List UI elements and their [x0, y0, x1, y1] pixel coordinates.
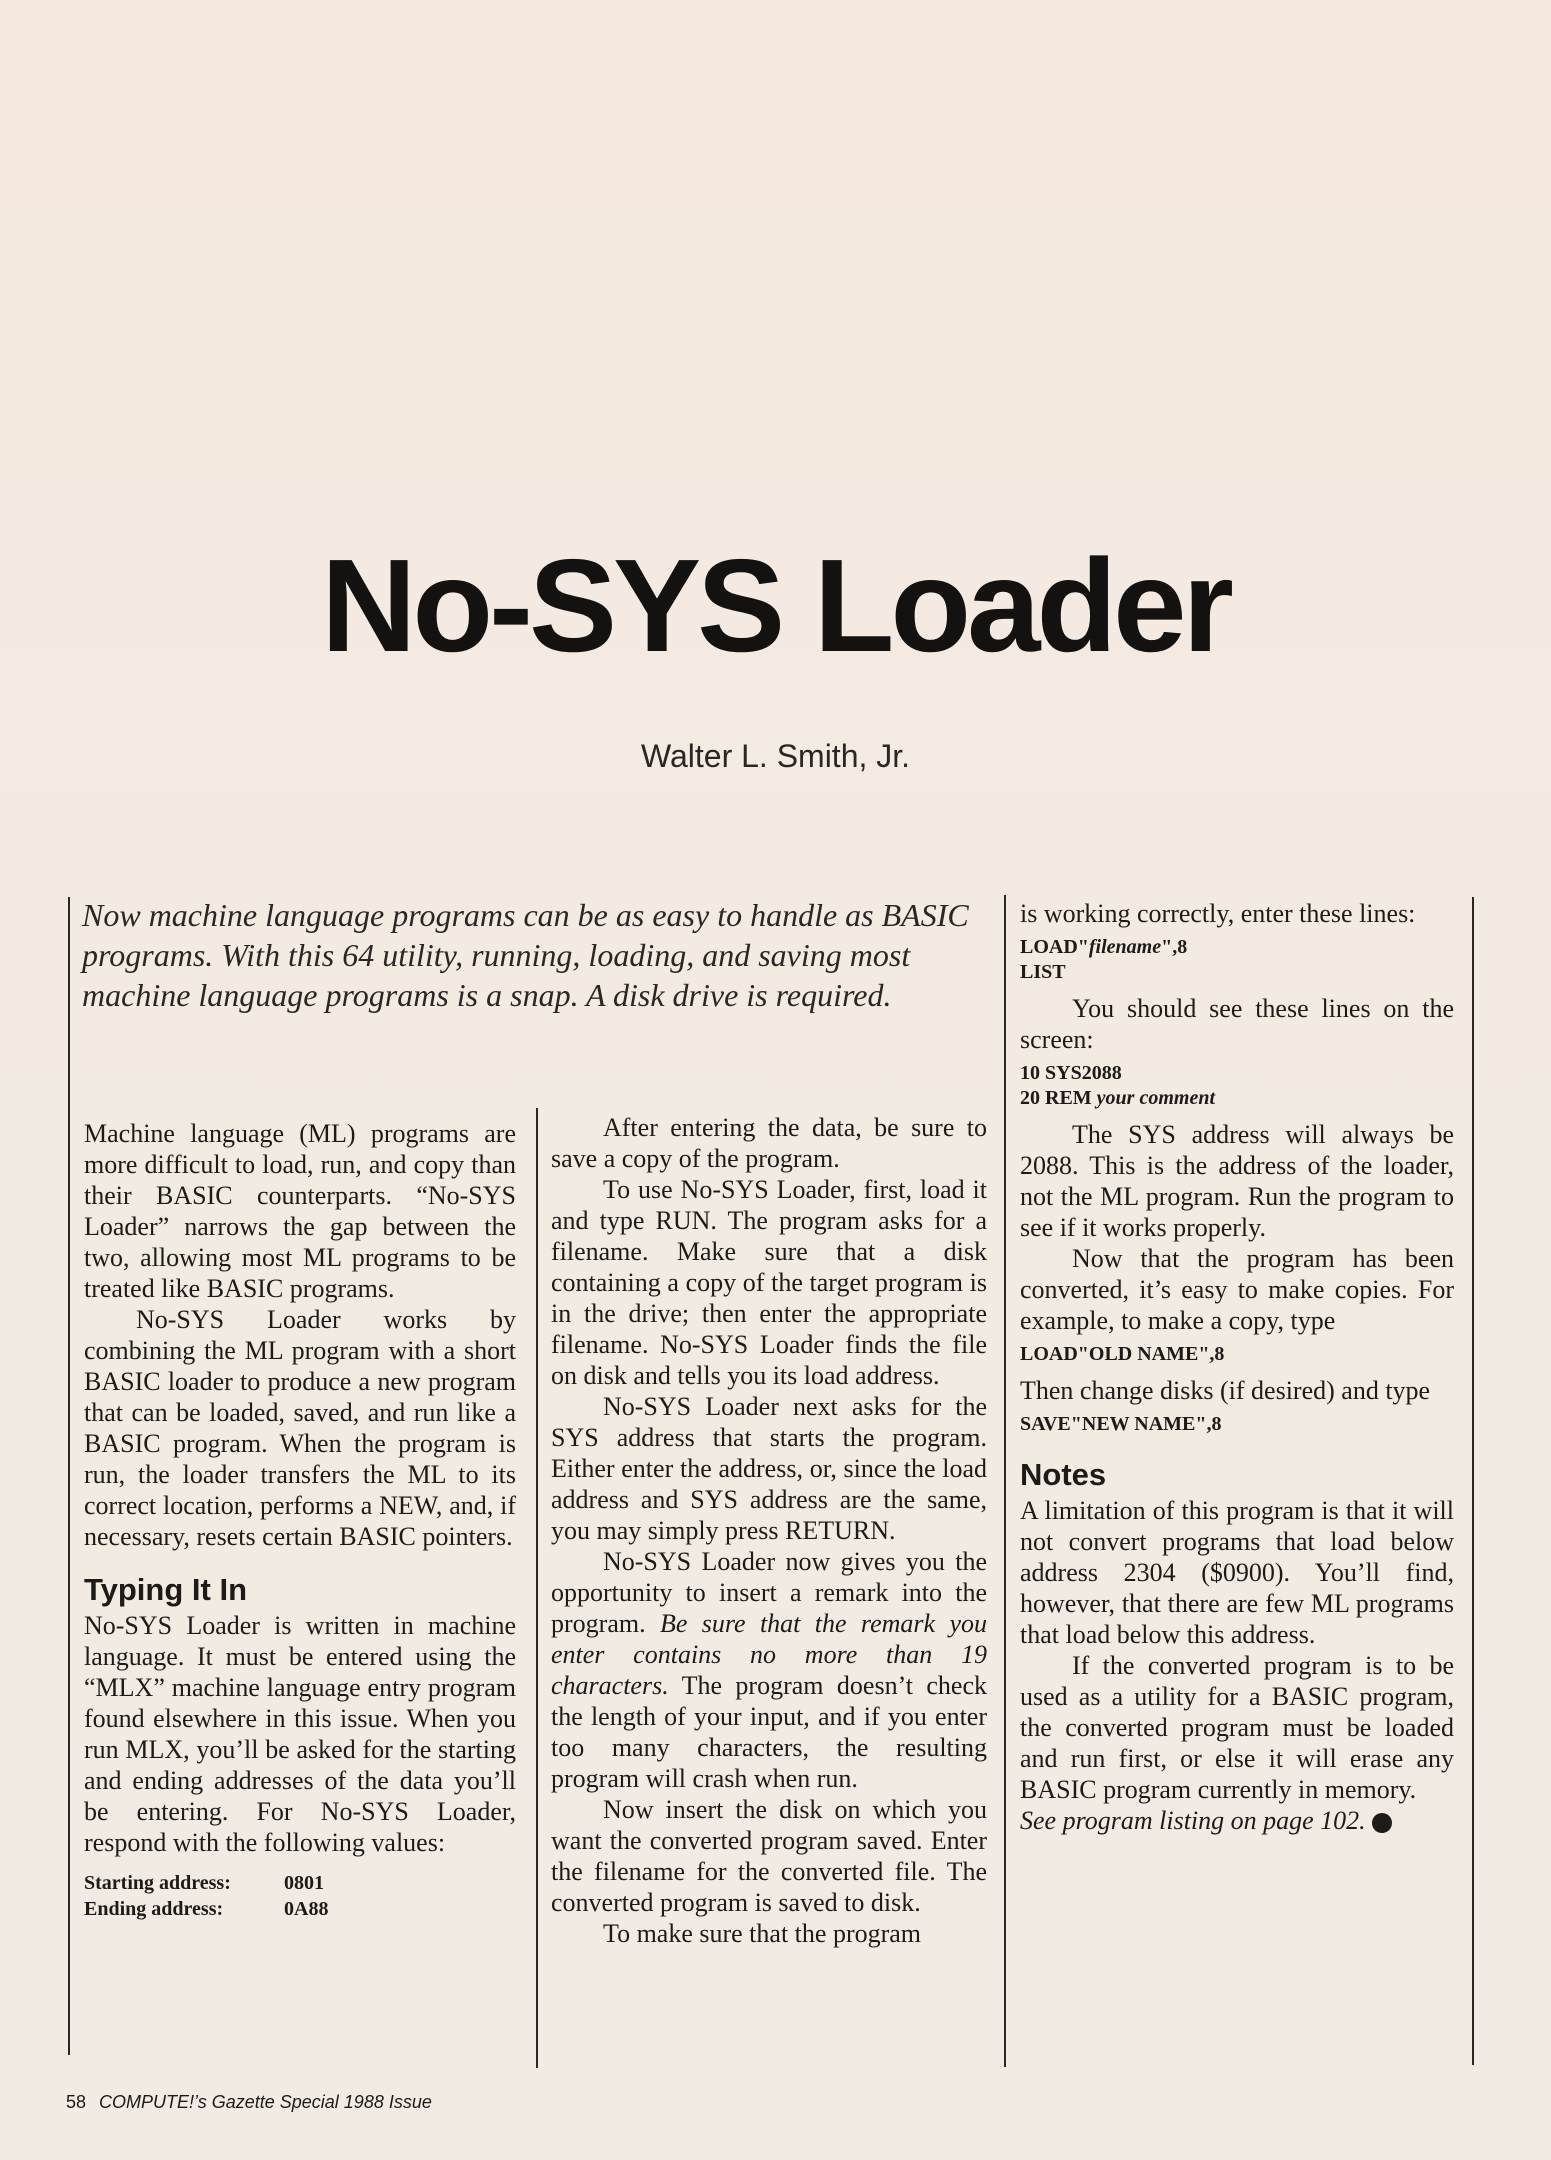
col2-paragraph-5: Now insert the disk on which you want the converted program saved. Enter the filename for the converted file. The converted program is saved to disk.: [551, 1795, 987, 1917]
col2-p4-text-c: The program doesn’t check the length of your input, and if you enter too many characters, the resulting program will crash when run.: [551, 1671, 987, 1793]
col3-paragraph-3: The SYS address will always be 2088. This is the address of the loader, not the ML program. Run the program to see if it works properly.: [1020, 1120, 1454, 1242]
code-filename-italic: filename: [1088, 936, 1162, 958]
publication-name: COMPUTE!’s Gazette Special 1988 Issue: [99, 2092, 432, 2112]
column-2: [551, 1112, 987, 1949]
column-1: [84, 1118, 516, 1922]
program-listing-reference: See program listing on page 102.: [1020, 1806, 1366, 1835]
code-load-suffix: ",8: [1161, 936, 1188, 958]
starting-address-value: 0801: [284, 1872, 324, 1894]
heading-typing-it-in: Typing It In: [84, 1572, 248, 1607]
code-rem-italic: your comment: [1096, 1087, 1216, 1109]
code-line-save-new-name: SAVE"NEW NAME",8: [1020, 1413, 1222, 1435]
col3-paragraph-5: Then change disks (if desired) and type: [1020, 1376, 1431, 1405]
code-line-rem: [1020, 1086, 1454, 1111]
col3-paragraph-6: A limitation of this program is that it will not convert programs that load below address 2304 ($0900). You’ll find, however, that there are few ML programs that load below this address.: [1020, 1496, 1454, 1649]
col3-paragraph-8: [1020, 1805, 1454, 1836]
col2-paragraph-3: No-SYS Loader next asks for the SYS address that starts the program. Either enter the address, or, since the load address and SYS address are the same, you may simply press RETURN.: [551, 1392, 987, 1545]
ending-address-row: [84, 1896, 516, 1922]
starting-address-label: Starting address:: [84, 1872, 231, 1894]
col2-paragraph-6: To make sure that the program: [603, 1919, 922, 1948]
column-rule-left: [68, 897, 70, 2055]
col2-paragraph-2: To use No-SYS Loader, first, load it and type RUN. The program asks for a filename. Make sure that a disk containing a copy of the target program is in the drive; then enter the appropriate filename. No-SYS Loader finds the file on disk and tells you its load address.: [551, 1175, 987, 1390]
column-rule-center: [536, 1108, 538, 2068]
article-deck: Now machine language programs can be as easy to handle as BASIC programs. With this 64 utility, running, loading, and saving most machine language programs is a snap. A disk drive is required.: [82, 897, 969, 1013]
col3-paragraph-1: is working correctly, enter these lines:: [1020, 899, 1416, 928]
code-block-sys-rem: [1020, 1061, 1454, 1111]
column-rule-right: [1472, 897, 1474, 2065]
article-byline: Walter L. Smith, Jr.: [640, 738, 911, 774]
heading-notes: Notes: [1020, 1457, 1107, 1492]
column-3: [1020, 898, 1454, 1836]
page-footer: [66, 2092, 432, 2113]
end-mark-icon: [1372, 1813, 1392, 1833]
code-line-sys: 10 SYS2088: [1020, 1062, 1122, 1084]
column-rule-deck: [1004, 895, 1006, 2067]
page-number: 58: [66, 2092, 87, 2112]
ending-address-value: 0A88: [284, 1898, 329, 1920]
col3-paragraph-7: If the converted program is to be used as a utility for a BASIC program, the converted program must be loaded and run first, or else it will erase any BASIC program currently in memory.: [1020, 1651, 1454, 1804]
article-title: No-SYS Loader: [321, 532, 1230, 679]
code-block-load-list: [1020, 935, 1454, 985]
col1-paragraph-1: Machine language (ML) programs are more difficult to load, run, and copy than their BASIC counterparts. “No-SYS Loader” narrows the gap between the two, allowing most ML programs to be treated like BASIC programs.: [84, 1119, 516, 1303]
col3-paragraph-4: Now that the program has been converted, it’s easy to make copies. For example, to make a copy, type: [1020, 1244, 1454, 1335]
code-rem-prefix: 20 REM: [1020, 1087, 1097, 1109]
code-load-prefix: LOAD": [1020, 936, 1089, 958]
col2-p4-italic: Be sure that the remark you enter contains no more than 19 characters.: [551, 1609, 987, 1700]
col1-paragraph-3: No-SYS Loader is written in machine language. It must be entered using the “MLX” machine language entry program found elsewhere in this issue. When you run MLX, you’ll be asked for the starting and ending addresses of the data you’ll be entering. For No-SYS Loader, respond with the following values:: [84, 1611, 516, 1857]
col2-paragraph-1: After entering the data, be sure to save a copy of the program.: [551, 1113, 987, 1173]
col3-paragraph-2: You should see these lines on the screen:: [1020, 994, 1454, 1054]
starting-address-row: [84, 1870, 516, 1896]
code-line-load-old-name: LOAD"OLD NAME",8: [1020, 1343, 1225, 1365]
ending-address-label: Ending address:: [84, 1898, 224, 1920]
code-line-load-filename: [1020, 935, 1454, 960]
col2-paragraph-4: [551, 1546, 987, 1794]
col1-paragraph-2: No-SYS Loader works by combining the ML program with a short BASIC loader to produce a new program that can be loaded, saved, and run like a BASIC program. When the program is run, the loader transfers the ML to its correct location, performs a NEW, and, if necessary, resets certain BASIC pointers.: [84, 1305, 516, 1551]
col2-p4-text-a: No-SYS Loader now gives you the opportunity to insert a remark into the program.: [551, 1547, 987, 1638]
code-line-list: LIST: [1020, 961, 1066, 983]
